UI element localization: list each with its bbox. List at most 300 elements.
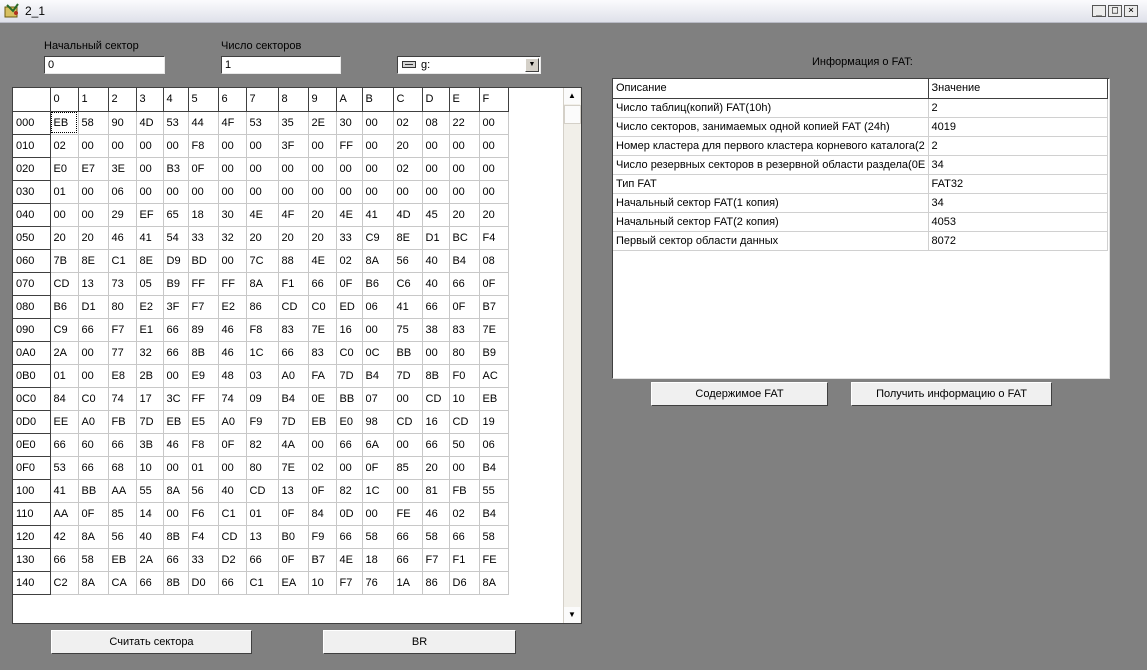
hex-byte-cell[interactable]: 00 — [479, 111, 508, 134]
hex-byte-cell[interactable]: 02 — [393, 111, 422, 134]
hex-byte-cell[interactable]: 85 — [108, 502, 136, 525]
hex-byte-cell[interactable]: 8B — [188, 341, 218, 364]
hex-byte-cell[interactable]: 0F — [218, 433, 246, 456]
hex-byte-cell[interactable]: 06 — [362, 295, 393, 318]
hex-byte-cell[interactable]: 00 — [362, 157, 393, 180]
hex-byte-cell[interactable]: 13 — [278, 479, 308, 502]
hex-byte-cell[interactable]: B0 — [278, 525, 308, 548]
hex-byte-cell[interactable]: 0F — [188, 157, 218, 180]
hex-byte-cell[interactable]: CD — [246, 479, 278, 502]
hex-byte-cell[interactable]: 00 — [246, 180, 278, 203]
hex-byte-cell[interactable]: F9 — [246, 410, 278, 433]
hex-byte-cell[interactable]: EB — [163, 410, 188, 433]
hex-byte-cell[interactable]: 1A — [393, 571, 422, 594]
hex-byte-cell[interactable]: 8A — [163, 479, 188, 502]
hex-byte-cell[interactable]: 4E — [336, 548, 362, 571]
hex-byte-cell[interactable]: 00 — [218, 249, 246, 272]
hex-byte-cell[interactable]: 4E — [336, 203, 362, 226]
hex-byte-cell[interactable]: 66 — [393, 525, 422, 548]
hex-byte-cell[interactable]: 00 — [136, 134, 163, 157]
hex-byte-cell[interactable]: 20 — [422, 456, 449, 479]
hex-byte-cell[interactable]: E2 — [218, 295, 246, 318]
hex-byte-cell[interactable]: 32 — [136, 341, 163, 364]
hex-byte-cell[interactable]: 16 — [422, 410, 449, 433]
fat-contents-button[interactable]: Содержимое FAT — [651, 382, 828, 406]
hex-byte-cell[interactable]: 58 — [78, 548, 108, 571]
hex-byte-cell[interactable]: B7 — [308, 548, 336, 571]
hex-byte-cell[interactable]: B9 — [479, 341, 508, 364]
hex-byte-cell[interactable]: B3 — [163, 157, 188, 180]
hex-byte-cell[interactable]: 0F — [278, 548, 308, 571]
hex-byte-cell[interactable]: 00 — [362, 318, 393, 341]
hex-byte-cell[interactable]: 2E — [308, 111, 336, 134]
hex-byte-cell[interactable]: 35 — [278, 111, 308, 134]
drive-select[interactable] — [397, 56, 541, 74]
fat-info-row[interactable] — [613, 231, 1107, 250]
hex-byte-cell[interactable]: 66 — [163, 318, 188, 341]
hex-byte-cell[interactable]: 20 — [246, 226, 278, 249]
hex-byte-cell[interactable]: 86 — [246, 295, 278, 318]
hex-byte-cell[interactable]: F1 — [278, 272, 308, 295]
hex-byte-cell[interactable]: 00 — [422, 157, 449, 180]
hex-byte-cell[interactable]: 06 — [108, 180, 136, 203]
hex-byte-cell[interactable]: 3E — [108, 157, 136, 180]
hex-byte-cell[interactable]: D6 — [449, 571, 479, 594]
column-header-description[interactable]: Описание — [613, 79, 928, 98]
hex-byte-cell[interactable]: BB — [393, 341, 422, 364]
hex-byte-cell[interactable]: 0C — [362, 341, 393, 364]
hex-byte-cell[interactable]: 76 — [362, 571, 393, 594]
hex-byte-cell[interactable]: 09 — [246, 387, 278, 410]
hex-byte-cell[interactable]: A0 — [78, 410, 108, 433]
hex-byte-cell[interactable]: D1 — [78, 295, 108, 318]
hex-byte-cell[interactable]: 00 — [136, 180, 163, 203]
hex-byte-cell[interactable]: D1 — [422, 226, 449, 249]
hex-byte-cell[interactable]: 7C — [246, 249, 278, 272]
hex-byte-cell[interactable]: 00 — [78, 203, 108, 226]
hex-byte-cell[interactable]: 00 — [163, 456, 188, 479]
hex-byte-cell[interactable]: 00 — [278, 180, 308, 203]
hex-byte-cell[interactable]: 66 — [108, 433, 136, 456]
hex-byte-cell[interactable]: F8 — [246, 318, 278, 341]
hex-byte-cell[interactable]: 1C — [246, 341, 278, 364]
hex-byte-cell[interactable]: 82 — [246, 433, 278, 456]
hex-byte-cell[interactable]: 50 — [449, 433, 479, 456]
hex-byte-cell[interactable]: 6A — [362, 433, 393, 456]
hex-byte-cell[interactable]: BB — [336, 387, 362, 410]
hex-byte-cell[interactable]: 4A — [278, 433, 308, 456]
hex-byte-cell[interactable]: C0 — [308, 295, 336, 318]
hex-byte-cell[interactable]: 0D — [336, 502, 362, 525]
hex-byte-cell[interactable]: 66 — [336, 433, 362, 456]
hex-byte-cell[interactable]: 00 — [422, 180, 449, 203]
hex-byte-cell[interactable]: 48 — [218, 364, 246, 387]
hex-byte-cell[interactable]: 66 — [278, 341, 308, 364]
hex-byte-cell[interactable]: 10 — [449, 387, 479, 410]
hex-byte-cell[interactable]: B7 — [479, 295, 508, 318]
hex-byte-cell[interactable]: 46 — [163, 433, 188, 456]
hex-byte-cell[interactable]: 88 — [278, 249, 308, 272]
hex-byte-cell[interactable]: FE — [479, 548, 508, 571]
hex-byte-cell[interactable]: F7 — [108, 318, 136, 341]
hex-byte-cell[interactable]: 00 — [393, 180, 422, 203]
hex-byte-cell[interactable]: 84 — [308, 502, 336, 525]
hex-byte-cell[interactable]: 01 — [50, 180, 78, 203]
hex-byte-cell[interactable]: 18 — [362, 548, 393, 571]
hex-byte-cell[interactable]: 00 — [218, 180, 246, 203]
hex-byte-cell[interactable]: D2 — [218, 548, 246, 571]
hex-byte-cell[interactable]: 58 — [479, 525, 508, 548]
hex-byte-cell[interactable]: C6 — [393, 272, 422, 295]
hex-byte-cell[interactable]: B4 — [278, 387, 308, 410]
hex-byte-cell[interactable]: 20 — [449, 203, 479, 226]
hex-byte-cell[interactable]: BD — [188, 249, 218, 272]
hex-byte-cell[interactable]: 40 — [422, 272, 449, 295]
hex-byte-cell[interactable]: 2A — [50, 341, 78, 364]
hex-byte-cell[interactable]: 00 — [336, 456, 362, 479]
hex-byte-cell[interactable]: 00 — [422, 341, 449, 364]
hex-byte-cell[interactable]: 44 — [188, 111, 218, 134]
fat-info-row[interactable] — [613, 212, 1107, 231]
hex-byte-cell[interactable]: 7D — [136, 410, 163, 433]
hex-byte-cell[interactable]: 42 — [50, 525, 78, 548]
hex-byte-cell[interactable]: 65 — [163, 203, 188, 226]
hex-byte-cell[interactable]: 00 — [163, 364, 188, 387]
hex-byte-cell[interactable]: 58 — [362, 525, 393, 548]
hex-byte-cell[interactable]: 66 — [78, 456, 108, 479]
hex-byte-cell[interactable]: 00 — [362, 134, 393, 157]
hex-byte-cell[interactable]: 00 — [393, 387, 422, 410]
title-bar[interactable] — [0, 0, 1147, 23]
hex-byte-cell[interactable]: 83 — [308, 341, 336, 364]
hex-byte-cell[interactable]: 0F — [308, 479, 336, 502]
hex-byte-cell[interactable]: 00 — [163, 134, 188, 157]
hex-byte-cell[interactable]: E0 — [336, 410, 362, 433]
hex-byte-cell[interactable]: C1 — [108, 249, 136, 272]
hex-byte-cell[interactable]: 20 — [308, 226, 336, 249]
hex-byte-cell[interactable]: 00 — [246, 157, 278, 180]
hex-byte-cell[interactable]: 8E — [78, 249, 108, 272]
get-fat-info-button[interactable]: Получить информацию о FAT — [851, 382, 1052, 406]
hex-byte-cell[interactable]: 98 — [362, 410, 393, 433]
hex-byte-cell[interactable]: 02 — [393, 157, 422, 180]
hex-byte-cell[interactable]: 00 — [78, 134, 108, 157]
hex-byte-cell[interactable]: 00 — [449, 134, 479, 157]
hex-byte-cell[interactable]: 00 — [278, 157, 308, 180]
hex-byte-cell[interactable]: 00 — [336, 180, 362, 203]
hex-byte-cell[interactable]: 85 — [393, 456, 422, 479]
hex-byte-cell[interactable]: 0F — [449, 295, 479, 318]
hex-byte-cell[interactable]: 00 — [479, 157, 508, 180]
minimize-button[interactable]: _ — [1092, 5, 1106, 17]
hex-byte-cell[interactable]: 80 — [246, 456, 278, 479]
vertical-scrollbar[interactable] — [563, 88, 581, 623]
hex-byte-cell[interactable]: 00 — [78, 180, 108, 203]
hex-byte-cell[interactable]: 66 — [393, 548, 422, 571]
hex-byte-cell[interactable]: 19 — [479, 410, 508, 433]
hex-byte-cell[interactable]: EB — [479, 387, 508, 410]
hex-byte-cell[interactable]: 2A — [136, 548, 163, 571]
hex-byte-cell[interactable]: CD — [50, 272, 78, 295]
hex-byte-cell[interactable]: F1 — [449, 548, 479, 571]
hex-byte-cell[interactable]: 20 — [308, 203, 336, 226]
hex-byte-cell[interactable]: E2 — [136, 295, 163, 318]
hex-byte-cell[interactable]: 01 — [50, 364, 78, 387]
hex-byte-cell[interactable]: E1 — [136, 318, 163, 341]
hex-byte-cell[interactable]: 46 — [218, 341, 246, 364]
hex-byte-cell[interactable]: AC — [479, 364, 508, 387]
hex-byte-cell[interactable]: C9 — [50, 318, 78, 341]
hex-byte-cell[interactable]: 16 — [336, 318, 362, 341]
hex-byte-cell[interactable]: F8 — [188, 433, 218, 456]
hex-byte-cell[interactable]: 4F — [218, 111, 246, 134]
hex-byte-cell[interactable]: 7D — [393, 364, 422, 387]
hex-byte-cell[interactable]: 00 — [308, 180, 336, 203]
hex-byte-cell[interactable]: A0 — [218, 410, 246, 433]
hex-byte-cell[interactable]: 1C — [362, 479, 393, 502]
hex-byte-cell[interactable]: 74 — [218, 387, 246, 410]
hex-byte-cell[interactable]: 8A — [362, 249, 393, 272]
hex-byte-cell[interactable]: 60 — [78, 433, 108, 456]
hex-byte-cell[interactable]: 14 — [136, 502, 163, 525]
hex-byte-cell[interactable]: 54 — [163, 226, 188, 249]
hex-byte-cell[interactable]: 4F — [278, 203, 308, 226]
hex-byte-cell[interactable]: CD — [278, 295, 308, 318]
hex-byte-cell[interactable]: 0F — [336, 272, 362, 295]
hex-byte-cell[interactable]: D0 — [188, 571, 218, 594]
hex-byte-cell[interactable]: 41 — [362, 203, 393, 226]
hex-byte-cell[interactable]: 02 — [50, 134, 78, 157]
hex-byte-cell[interactable]: 0F — [362, 456, 393, 479]
hex-byte-cell[interactable]: 00 — [449, 157, 479, 180]
hex-byte-cell[interactable]: 66 — [422, 295, 449, 318]
hex-byte-cell[interactable]: 2B — [136, 364, 163, 387]
hex-byte-cell[interactable]: 10 — [136, 456, 163, 479]
hex-byte-cell[interactable]: F4 — [188, 525, 218, 548]
fat-info-table[interactable] — [612, 78, 1110, 379]
hex-byte-cell[interactable]: CD — [449, 410, 479, 433]
hex-byte-cell[interactable]: 00 — [218, 134, 246, 157]
hex-byte-cell[interactable]: EF — [136, 203, 163, 226]
hex-byte-cell[interactable]: 66 — [246, 548, 278, 571]
hex-byte-cell[interactable]: 20 — [393, 134, 422, 157]
hex-byte-cell[interactable]: 8B — [422, 364, 449, 387]
hex-byte-cell[interactable]: 00 — [108, 134, 136, 157]
fat-info-row[interactable] — [613, 174, 1107, 193]
hex-byte-cell[interactable]: 8B — [163, 525, 188, 548]
hex-byte-cell[interactable]: A0 — [278, 364, 308, 387]
hex-byte-cell[interactable]: 58 — [78, 111, 108, 134]
hex-byte-cell[interactable]: 00 — [308, 433, 336, 456]
hex-byte-cell[interactable]: 03 — [246, 364, 278, 387]
fat-info-row[interactable] — [613, 117, 1107, 136]
hex-byte-cell[interactable]: 00 — [308, 134, 336, 157]
hex-byte-cell[interactable]: 29 — [108, 203, 136, 226]
hex-byte-cell[interactable]: 73 — [108, 272, 136, 295]
column-header-value[interactable]: Значение — [928, 79, 1107, 98]
hex-byte-cell[interactable]: 00 — [362, 180, 393, 203]
hex-byte-cell[interactable]: 00 — [449, 456, 479, 479]
hex-byte-cell[interactable]: 66 — [308, 272, 336, 295]
hex-byte-cell[interactable]: 0F — [479, 272, 508, 295]
hex-byte-cell[interactable]: 17 — [136, 387, 163, 410]
hex-byte-cell[interactable]: 00 — [422, 134, 449, 157]
hex-byte-cell[interactable]: 00 — [188, 180, 218, 203]
hex-byte-cell[interactable]: E8 — [108, 364, 136, 387]
hex-byte-cell[interactable]: 3B — [136, 433, 163, 456]
hex-byte-cell[interactable]: 08 — [479, 249, 508, 272]
hex-byte-cell[interactable]: 07 — [362, 387, 393, 410]
hex-byte-cell[interactable]: 00 — [393, 433, 422, 456]
hex-byte-cell[interactable]: 38 — [422, 318, 449, 341]
hex-byte-cell[interactable]: E5 — [188, 410, 218, 433]
hex-byte-cell[interactable]: 06 — [479, 433, 508, 456]
hex-byte-cell[interactable]: 58 — [422, 525, 449, 548]
hex-byte-cell[interactable]: 46 — [108, 226, 136, 249]
hex-byte-cell[interactable]: 30 — [336, 111, 362, 134]
hex-byte-cell[interactable]: 00 — [362, 502, 393, 525]
hex-byte-cell[interactable]: 8B — [163, 571, 188, 594]
hex-byte-cell[interactable]: 13 — [78, 272, 108, 295]
hex-byte-cell[interactable]: 08 — [422, 111, 449, 134]
hex-byte-cell[interactable]: 00 — [393, 479, 422, 502]
hex-byte-cell[interactable]: 01 — [246, 502, 278, 525]
hex-byte-cell[interactable]: 41 — [50, 479, 78, 502]
start-sector-input[interactable]: 0 — [44, 56, 165, 74]
hex-byte-cell[interactable]: 90 — [108, 111, 136, 134]
hex-byte-cell[interactable]: ED — [336, 295, 362, 318]
hex-byte-cell[interactable]: 05 — [136, 272, 163, 295]
hex-byte-cell[interactable]: B4 — [479, 502, 508, 525]
hex-byte-cell[interactable]: 7D — [336, 364, 362, 387]
hex-byte-cell[interactable]: 75 — [393, 318, 422, 341]
br-button[interactable]: BR — [323, 630, 516, 654]
hex-byte-cell[interactable]: B4 — [479, 456, 508, 479]
hex-byte-cell[interactable]: EA — [278, 571, 308, 594]
hex-byte-cell[interactable]: C1 — [246, 571, 278, 594]
hex-byte-cell[interactable]: 7E — [308, 318, 336, 341]
hex-byte-cell[interactable]: 00 — [246, 134, 278, 157]
hex-byte-cell[interactable]: 81 — [422, 479, 449, 502]
scroll-down-icon[interactable]: ▼ — [564, 607, 580, 623]
hex-byte-cell[interactable]: 41 — [136, 226, 163, 249]
hex-byte-cell[interactable]: 00 — [218, 456, 246, 479]
hex-byte-cell[interactable]: 66 — [449, 525, 479, 548]
close-button[interactable]: × — [1124, 5, 1138, 17]
hex-byte-cell[interactable]: E9 — [188, 364, 218, 387]
hex-byte-cell[interactable]: 33 — [188, 548, 218, 571]
hex-byte-cell[interactable]: 66 — [50, 548, 78, 571]
hex-byte-cell[interactable]: 0F — [278, 502, 308, 525]
hex-byte-cell[interactable]: 33 — [188, 226, 218, 249]
hex-byte-cell[interactable]: 00 — [362, 111, 393, 134]
hex-byte-cell[interactable]: 3F — [278, 134, 308, 157]
hex-byte-cell[interactable]: 00 — [336, 157, 362, 180]
hex-byte-cell[interactable]: C1 — [218, 502, 246, 525]
hex-byte-cell[interactable]: 4D — [393, 203, 422, 226]
hex-byte-cell[interactable]: C9 — [362, 226, 393, 249]
hex-byte-cell[interactable]: 00 — [136, 157, 163, 180]
hex-byte-cell[interactable]: FF — [188, 387, 218, 410]
hex-byte-cell[interactable]: 20 — [50, 226, 78, 249]
hex-byte-cell[interactable]: F9 — [308, 525, 336, 548]
scroll-up-icon[interactable]: ▲ — [564, 88, 580, 104]
hex-byte-cell[interactable]: 4E — [246, 203, 278, 226]
hex-byte-cell[interactable]: 55 — [479, 479, 508, 502]
hex-byte-cell[interactable]: 53 — [163, 111, 188, 134]
hex-byte-cell[interactable]: FF — [336, 134, 362, 157]
hex-byte-cell[interactable]: 22 — [449, 111, 479, 134]
hex-byte-cell[interactable]: 02 — [449, 502, 479, 525]
hex-byte-cell[interactable]: 4E — [308, 249, 336, 272]
hex-byte-cell[interactable]: 53 — [246, 111, 278, 134]
hex-byte-cell[interactable]: 83 — [449, 318, 479, 341]
hex-byte-cell[interactable]: EB — [50, 111, 78, 134]
hex-byte-cell[interactable]: 8A — [78, 525, 108, 548]
hex-byte-cell[interactable]: B9 — [163, 272, 188, 295]
sector-count-input[interactable]: 1 — [221, 56, 341, 74]
hex-byte-cell[interactable]: 66 — [163, 341, 188, 364]
hex-byte-cell[interactable]: 40 — [422, 249, 449, 272]
hex-byte-cell[interactable]: 30 — [218, 203, 246, 226]
hex-byte-cell[interactable]: FF — [188, 272, 218, 295]
hex-byte-cell[interactable]: D9 — [163, 249, 188, 272]
fat-info-row[interactable] — [613, 136, 1107, 155]
hex-byte-cell[interactable]: F7 — [188, 295, 218, 318]
hex-byte-cell[interactable]: BC — [449, 226, 479, 249]
hex-byte-cell[interactable]: 8E — [136, 249, 163, 272]
hex-byte-cell[interactable]: CD — [218, 525, 246, 548]
hex-byte-cell[interactable]: FF — [218, 272, 246, 295]
hex-byte-cell[interactable]: 8A — [78, 571, 108, 594]
hex-byte-cell[interactable]: F8 — [188, 134, 218, 157]
hex-byte-cell[interactable]: 13 — [246, 525, 278, 548]
hex-byte-cell[interactable]: 00 — [218, 157, 246, 180]
hex-byte-cell[interactable]: 46 — [218, 318, 246, 341]
hex-byte-cell[interactable]: B4 — [362, 364, 393, 387]
hex-byte-cell[interactable]: 66 — [163, 548, 188, 571]
hex-byte-cell[interactable]: F4 — [479, 226, 508, 249]
hex-byte-cell[interactable]: 02 — [336, 249, 362, 272]
hex-byte-cell[interactable]: C0 — [336, 341, 362, 364]
hex-byte-cell[interactable]: BB — [78, 479, 108, 502]
hex-byte-cell[interactable]: 66 — [336, 525, 362, 548]
hex-byte-cell[interactable]: EB — [108, 548, 136, 571]
hex-byte-cell[interactable]: F7 — [336, 571, 362, 594]
hex-byte-cell[interactable]: 66 — [218, 571, 246, 594]
fat-info-row[interactable] — [613, 98, 1107, 117]
hex-byte-cell[interactable]: 00 — [78, 341, 108, 364]
hex-byte-cell[interactable]: 00 — [308, 157, 336, 180]
hex-byte-cell[interactable]: 20 — [278, 226, 308, 249]
hex-byte-cell[interactable]: 02 — [308, 456, 336, 479]
hex-byte-cell[interactable]: 01 — [188, 456, 218, 479]
hex-byte-cell[interactable]: 00 — [163, 502, 188, 525]
hex-byte-cell[interactable]: 80 — [449, 341, 479, 364]
hex-byte-cell[interactable]: 7B — [50, 249, 78, 272]
hex-byte-cell[interactable]: 20 — [78, 226, 108, 249]
hex-byte-cell[interactable]: 89 — [188, 318, 218, 341]
maximize-button[interactable]: □ — [1108, 5, 1122, 17]
fat-info-row[interactable] — [613, 155, 1107, 174]
fat-info-row[interactable] — [613, 193, 1107, 212]
hex-byte-cell[interactable]: 00 — [479, 180, 508, 203]
hex-byte-cell[interactable]: C2 — [50, 571, 78, 594]
hex-byte-cell[interactable]: 45 — [422, 203, 449, 226]
hex-byte-cell[interactable]: 3C — [163, 387, 188, 410]
hex-byte-cell[interactable]: F0 — [449, 364, 479, 387]
hex-byte-cell[interactable]: 00 — [78, 364, 108, 387]
